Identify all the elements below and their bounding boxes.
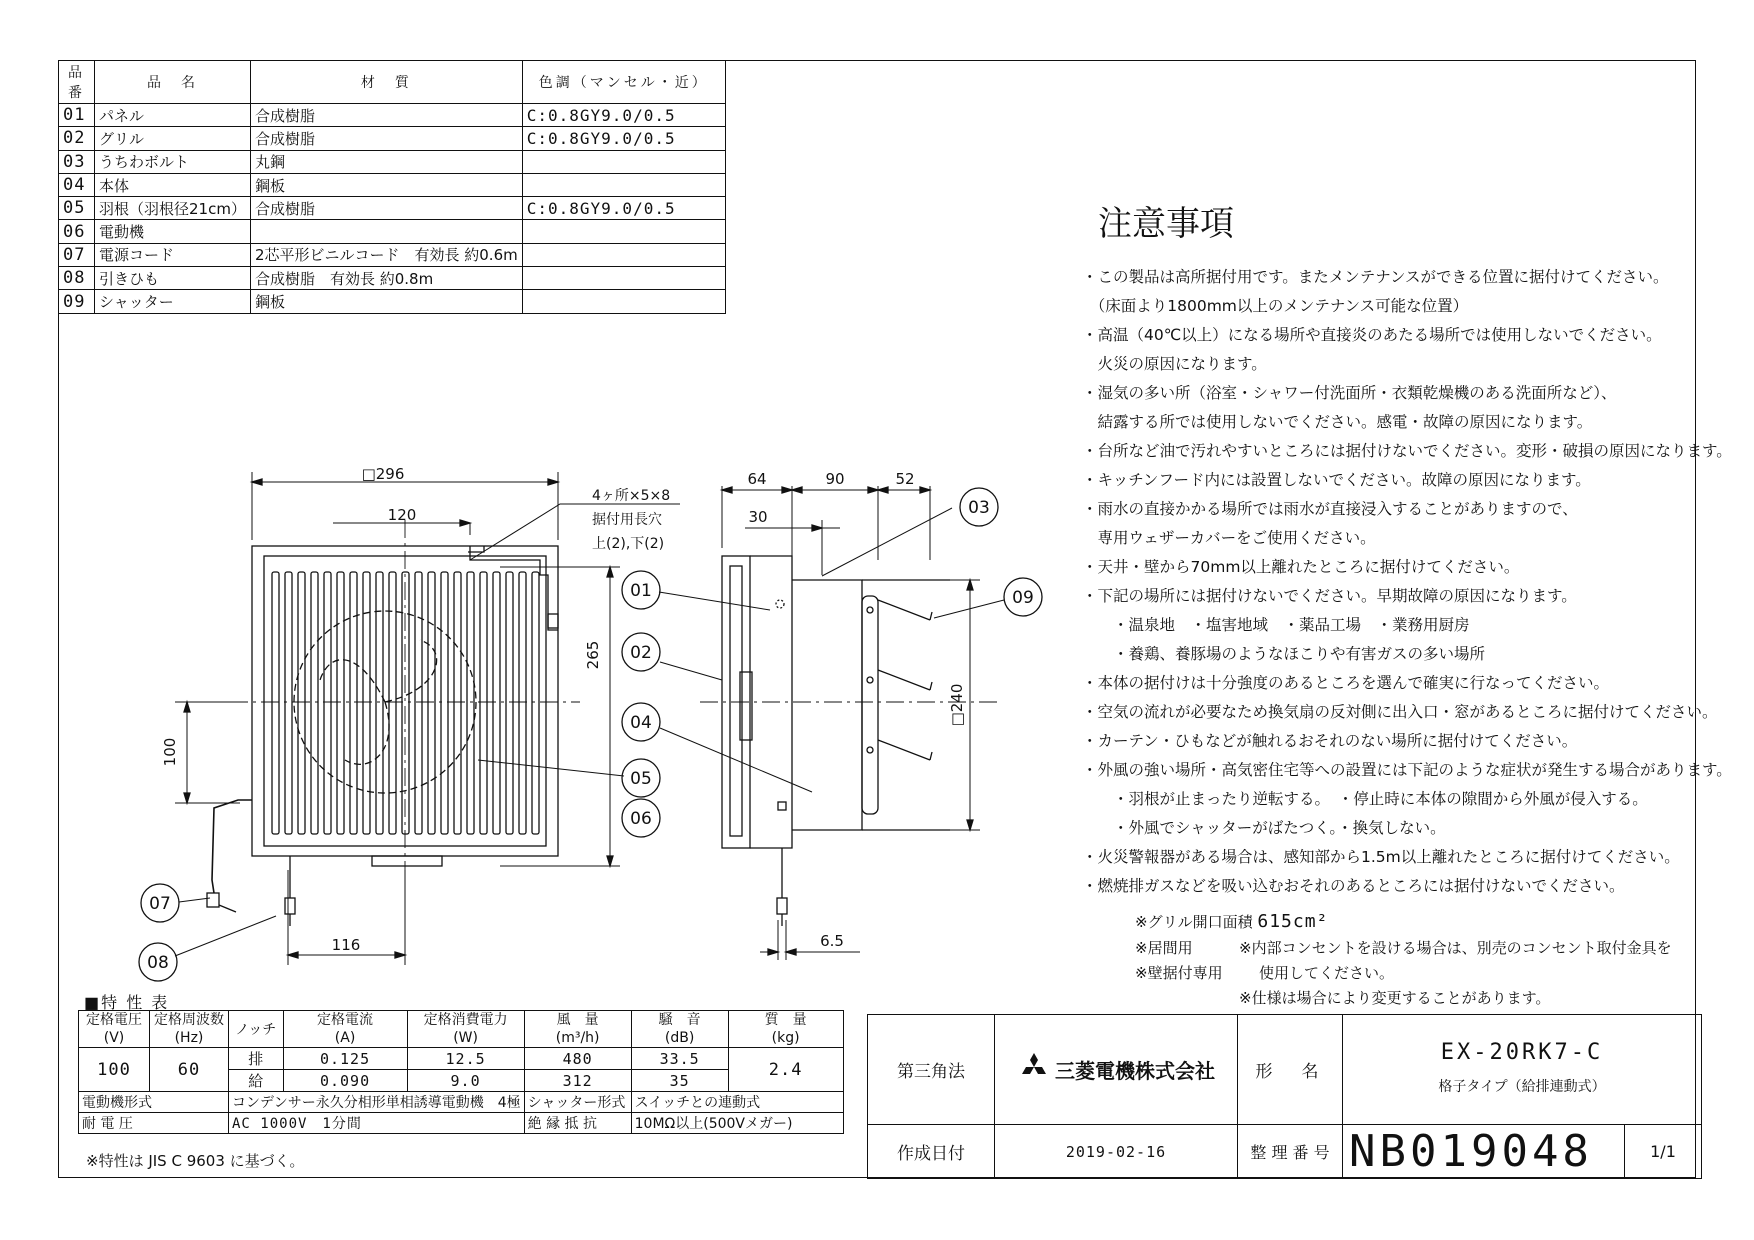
grille-slat	[337, 572, 344, 834]
spec-h-freq: 定格周波数	[154, 1012, 224, 1028]
company-name: 三菱電機株式会社	[1055, 1059, 1215, 1083]
part-material: 合成樹脂	[250, 197, 522, 220]
spec-air-supply: 312	[524, 1070, 631, 1092]
parts-col-material: 材 質	[250, 61, 522, 104]
spec-h-power: 定格消費電力	[423, 1012, 508, 1028]
outlet-note-2: 使用してください。	[1259, 964, 1395, 982]
part-number: 05	[59, 197, 95, 220]
mitsubishi-logo-icon	[1017, 1052, 1051, 1087]
spec-power-supply: 9.0	[407, 1070, 524, 1092]
spec-change-note: ※仕様は場合により変更することがあります。	[1239, 989, 1551, 1007]
spec-noise-supply: 35	[631, 1070, 728, 1092]
callout-04: 04	[630, 713, 652, 733]
grille-slat	[402, 572, 409, 834]
doc-number-label: 整 理 番 号	[1238, 1125, 1343, 1179]
grille-slat	[298, 572, 305, 834]
spec-h-mass: 質 量	[764, 1012, 807, 1028]
grille-slat	[363, 572, 370, 834]
caution-item: ・空気の流れが必要なため換気扇の反対側に出入口・窓があるところに据付けてください。	[1082, 703, 1718, 721]
spec-shutter-label: シャッター形式	[524, 1092, 631, 1113]
part-color: C:0.8GY9.0/0.5	[522, 197, 725, 220]
callout-03: 03	[968, 498, 990, 518]
spec-mass: 2.4	[728, 1048, 843, 1092]
spec-insulation-label: 絶 縁 抵 抗	[524, 1113, 631, 1134]
caution-item: ・台所など油で汚れやすいところには据付けないでください。変形・破損の原因になります。	[1082, 442, 1732, 460]
caution-item: ・雨水の直接かかる場所では雨水が直接浸入することがありますので、	[1082, 500, 1578, 518]
part-number: 06	[59, 220, 95, 243]
projection-method: 第三角法	[868, 1015, 995, 1125]
model-number: EX-20RK7-C	[1440, 1039, 1604, 1065]
spec-h-noise-unit: (dB)	[664, 1030, 695, 1046]
part-material: 鋼板	[250, 173, 522, 196]
doc-number: NB019048	[1343, 1125, 1625, 1179]
spec-table	[78, 1010, 844, 1134]
date-label: 作成日付	[868, 1125, 995, 1179]
grille-slat	[441, 572, 448, 834]
created-date: 2019-02-16	[995, 1125, 1238, 1179]
part-material: 丸鋼	[250, 150, 522, 173]
grille-slat	[272, 572, 279, 834]
caution-item: ・本体の据付けは十分強度のあるところを選んで確実に行なってください。	[1082, 674, 1610, 692]
caution-item: ・カーテン・ひもなどが触れるおそれのない場所に据付けてください。	[1082, 732, 1578, 750]
spec-current-exhaust: 0.125	[283, 1048, 407, 1070]
part-callouts	[139, 488, 1042, 981]
hole-note-1: 4ヶ所×5×8	[592, 488, 671, 504]
spec-h-notch: ノッチ	[229, 1011, 284, 1048]
part-material: 合成樹脂 有効長 約0.8m	[250, 267, 522, 290]
caution-item: ・下記の場所には据付けないでください。早期故障の原因になります。	[1082, 587, 1577, 605]
caution-item: ・この製品は高所据付用です。またメンテナンスができる位置に据付けてください。	[1082, 268, 1669, 286]
spec-h-current-unit: (A)	[334, 1030, 356, 1046]
hole-note-2: 据付用長穴	[592, 512, 662, 528]
grille-slat	[324, 572, 331, 834]
spec-withstand-value: AC 1000V 1分間	[229, 1113, 525, 1134]
part-number: 04	[59, 173, 95, 196]
grille-slat	[415, 572, 422, 834]
dim-52: 52	[895, 470, 915, 488]
dim-265: 265	[584, 640, 602, 670]
model-label: 形 名	[1238, 1015, 1343, 1125]
dim-6-5: 6.5	[820, 932, 844, 950]
callout-01: 01	[630, 581, 652, 601]
callout-05: 05	[630, 769, 652, 789]
spec-power-exhaust: 12.5	[407, 1048, 524, 1070]
caution-item: 火災の原因になります。	[1082, 355, 1267, 373]
caution-item: ・火災警報器がある場合は、感知部から1.5m以上離れたところに据付けてください。	[1082, 848, 1680, 866]
caution-item: ・外風の強い場所・高気密住宅等への設置には下記のような症状が発生する場合があります。	[1082, 761, 1732, 779]
caution-item: ・燃焼排ガスなどを吸い込むおそれのあるところには据付けないでください。	[1082, 877, 1625, 895]
part-name: グリル	[95, 127, 251, 150]
model-description: 格子タイプ（給排連動式）	[1438, 1078, 1606, 1095]
spec-motor-label: 電動機形式	[79, 1092, 229, 1113]
callout-06: 06	[630, 809, 652, 829]
part-name: 引きひも	[95, 267, 251, 290]
callout-07: 07	[149, 894, 171, 914]
part-name: うちわボルト	[95, 150, 251, 173]
part-material: 鋼板	[250, 290, 522, 313]
company-cell	[995, 1015, 1238, 1125]
spec-notch-supply: 給	[229, 1070, 284, 1092]
part-name: 電源コード	[95, 243, 251, 266]
dim-100: 100	[161, 737, 179, 767]
part-number: 01	[59, 104, 95, 127]
callout-09: 09	[1012, 588, 1034, 608]
caution-item: ・湿気の多い所（浴室・シャワー付洗面所・衣類乾燥機のある洗面所など）、	[1082, 384, 1617, 402]
grill-area-label: ※グリル開口面積	[1135, 913, 1253, 931]
outlet-note-1: ※内部コンセントを設ける場合は、別売のコンセント取付金具を	[1239, 939, 1672, 957]
grille-slat	[350, 572, 357, 834]
spec-h-voltage-unit: (V)	[103, 1030, 125, 1046]
part-material: 合成樹脂	[250, 104, 522, 127]
hole-note-3: 上(2),下(2)	[592, 536, 665, 552]
part-number: 02	[59, 127, 95, 150]
parts-col-color: 色調（マンセル・近）	[522, 61, 725, 104]
spec-current-supply: 0.090	[283, 1070, 407, 1092]
title-block	[867, 1014, 1702, 1179]
spec-h-power-unit: (W)	[453, 1030, 478, 1046]
grille-slat	[519, 572, 526, 834]
caution-item: （床面より1800mm以上のメンテナンス可能な位置）	[1082, 297, 1469, 315]
grille-slat	[493, 572, 500, 834]
spec-table-title: ■特 性 表	[84, 993, 170, 1012]
spec-motor-value: コンデンサー永久分相形単相誘導電動機 4極	[229, 1092, 525, 1113]
spec-voltage: 100	[79, 1048, 150, 1092]
caution-title: 注意事項	[1098, 204, 1234, 244]
dim-64: 64	[747, 470, 767, 488]
spec-frequency: 60	[150, 1048, 229, 1092]
grill-area-value: 615cm²	[1257, 911, 1329, 932]
part-number: 07	[59, 243, 95, 266]
caution-item: ・外風でシャッターがばたつく。・換気しない。	[1082, 819, 1446, 837]
part-number: 03	[59, 150, 95, 173]
wall-mount-label: ※壁据付専用	[1135, 964, 1223, 982]
part-color: C:0.8GY9.0/0.5	[522, 127, 725, 150]
caution-item: 専用ウェザーカバーをご使用ください。	[1082, 529, 1376, 547]
spec-h-air-unit: (m³/h)	[555, 1030, 600, 1046]
spec-h-noise: 騒 音	[658, 1012, 701, 1028]
spec-h-mass-unit: (kg)	[771, 1030, 800, 1046]
part-name: 本体	[95, 173, 251, 196]
callout-08: 08	[147, 953, 169, 973]
part-number: 09	[59, 290, 95, 313]
spec-air-exhaust: 480	[524, 1048, 631, 1070]
grille-slats	[272, 572, 539, 834]
grille-slat	[506, 572, 513, 834]
caution-item: ・温泉地 ・塩害地域 ・薬品工場 ・業務用厨房	[1082, 616, 1470, 634]
spec-insulation-value: 10MΩ以上(500Vメガー)	[631, 1113, 843, 1134]
part-name: 羽根（羽根径21cm）	[95, 197, 251, 220]
spec-noise-exhaust: 33.5	[631, 1048, 728, 1070]
caution-item: ・高温（40℃以上）になる場所や直接炎のあたる場所では使用しないでください。	[1082, 326, 1662, 344]
dim-30: 30	[748, 508, 768, 526]
part-name: シャッター	[95, 290, 251, 313]
spec-h-air: 風 量	[556, 1012, 599, 1028]
spec-footnote: ※特性は JIS C 9603 に基づく。	[86, 1152, 305, 1170]
dim-296: □296	[361, 465, 405, 483]
grille-slat	[454, 572, 461, 834]
grille-slat	[285, 572, 292, 834]
caution-item: 結露する所では使用しないでください。感電・故障の原因になります。	[1082, 413, 1593, 431]
parts-col-name: 品 名	[95, 61, 251, 104]
part-color: C:0.8GY9.0/0.5	[522, 104, 725, 127]
part-number: 08	[59, 267, 95, 290]
parts-col-no: 品番	[59, 61, 95, 104]
living-room-label: ※居間用	[1135, 939, 1193, 957]
part-name: 電動機	[95, 220, 251, 243]
spec-h-freq-unit: (Hz)	[174, 1030, 204, 1046]
caution-item: ・キッチンフード内には設置しないでください。故障の原因になります。	[1082, 471, 1591, 489]
part-material: 合成樹脂	[250, 127, 522, 150]
dim-116: 116	[331, 936, 361, 954]
part-name: パネル	[95, 104, 251, 127]
caution-item: ・養鶏、養豚場のようなほこりや有害ガスの多い場所	[1082, 645, 1486, 663]
dim-120: 120	[387, 506, 417, 524]
caution-item: ・天井・壁から70mm以上離れたところに据付けてください。	[1082, 558, 1520, 576]
page-number: 1/1	[1625, 1125, 1702, 1179]
spec-h-current: 定格電流	[317, 1012, 374, 1028]
grille-slat	[311, 572, 318, 834]
spec-notch-exhaust: 排	[229, 1048, 284, 1070]
grille-slat	[467, 572, 474, 834]
spec-withstand-label: 耐 電 圧	[79, 1113, 229, 1134]
grille-slat	[532, 572, 539, 834]
caution-item: ・羽根が止まったり逆転する。 ・停止時に本体の隙間から外風が侵入する。	[1082, 790, 1648, 808]
grille-slat	[480, 572, 487, 834]
part-material: 2芯平形ビニルコード 有効長 約0.6m	[250, 243, 522, 266]
dim-240: □240	[948, 683, 966, 727]
spec-shutter-value: スイッチとの連動式	[631, 1092, 843, 1113]
callout-02: 02	[630, 643, 652, 663]
grille-slat	[428, 572, 435, 834]
spec-h-voltage: 定格電圧	[86, 1012, 142, 1028]
dim-90: 90	[825, 470, 845, 488]
